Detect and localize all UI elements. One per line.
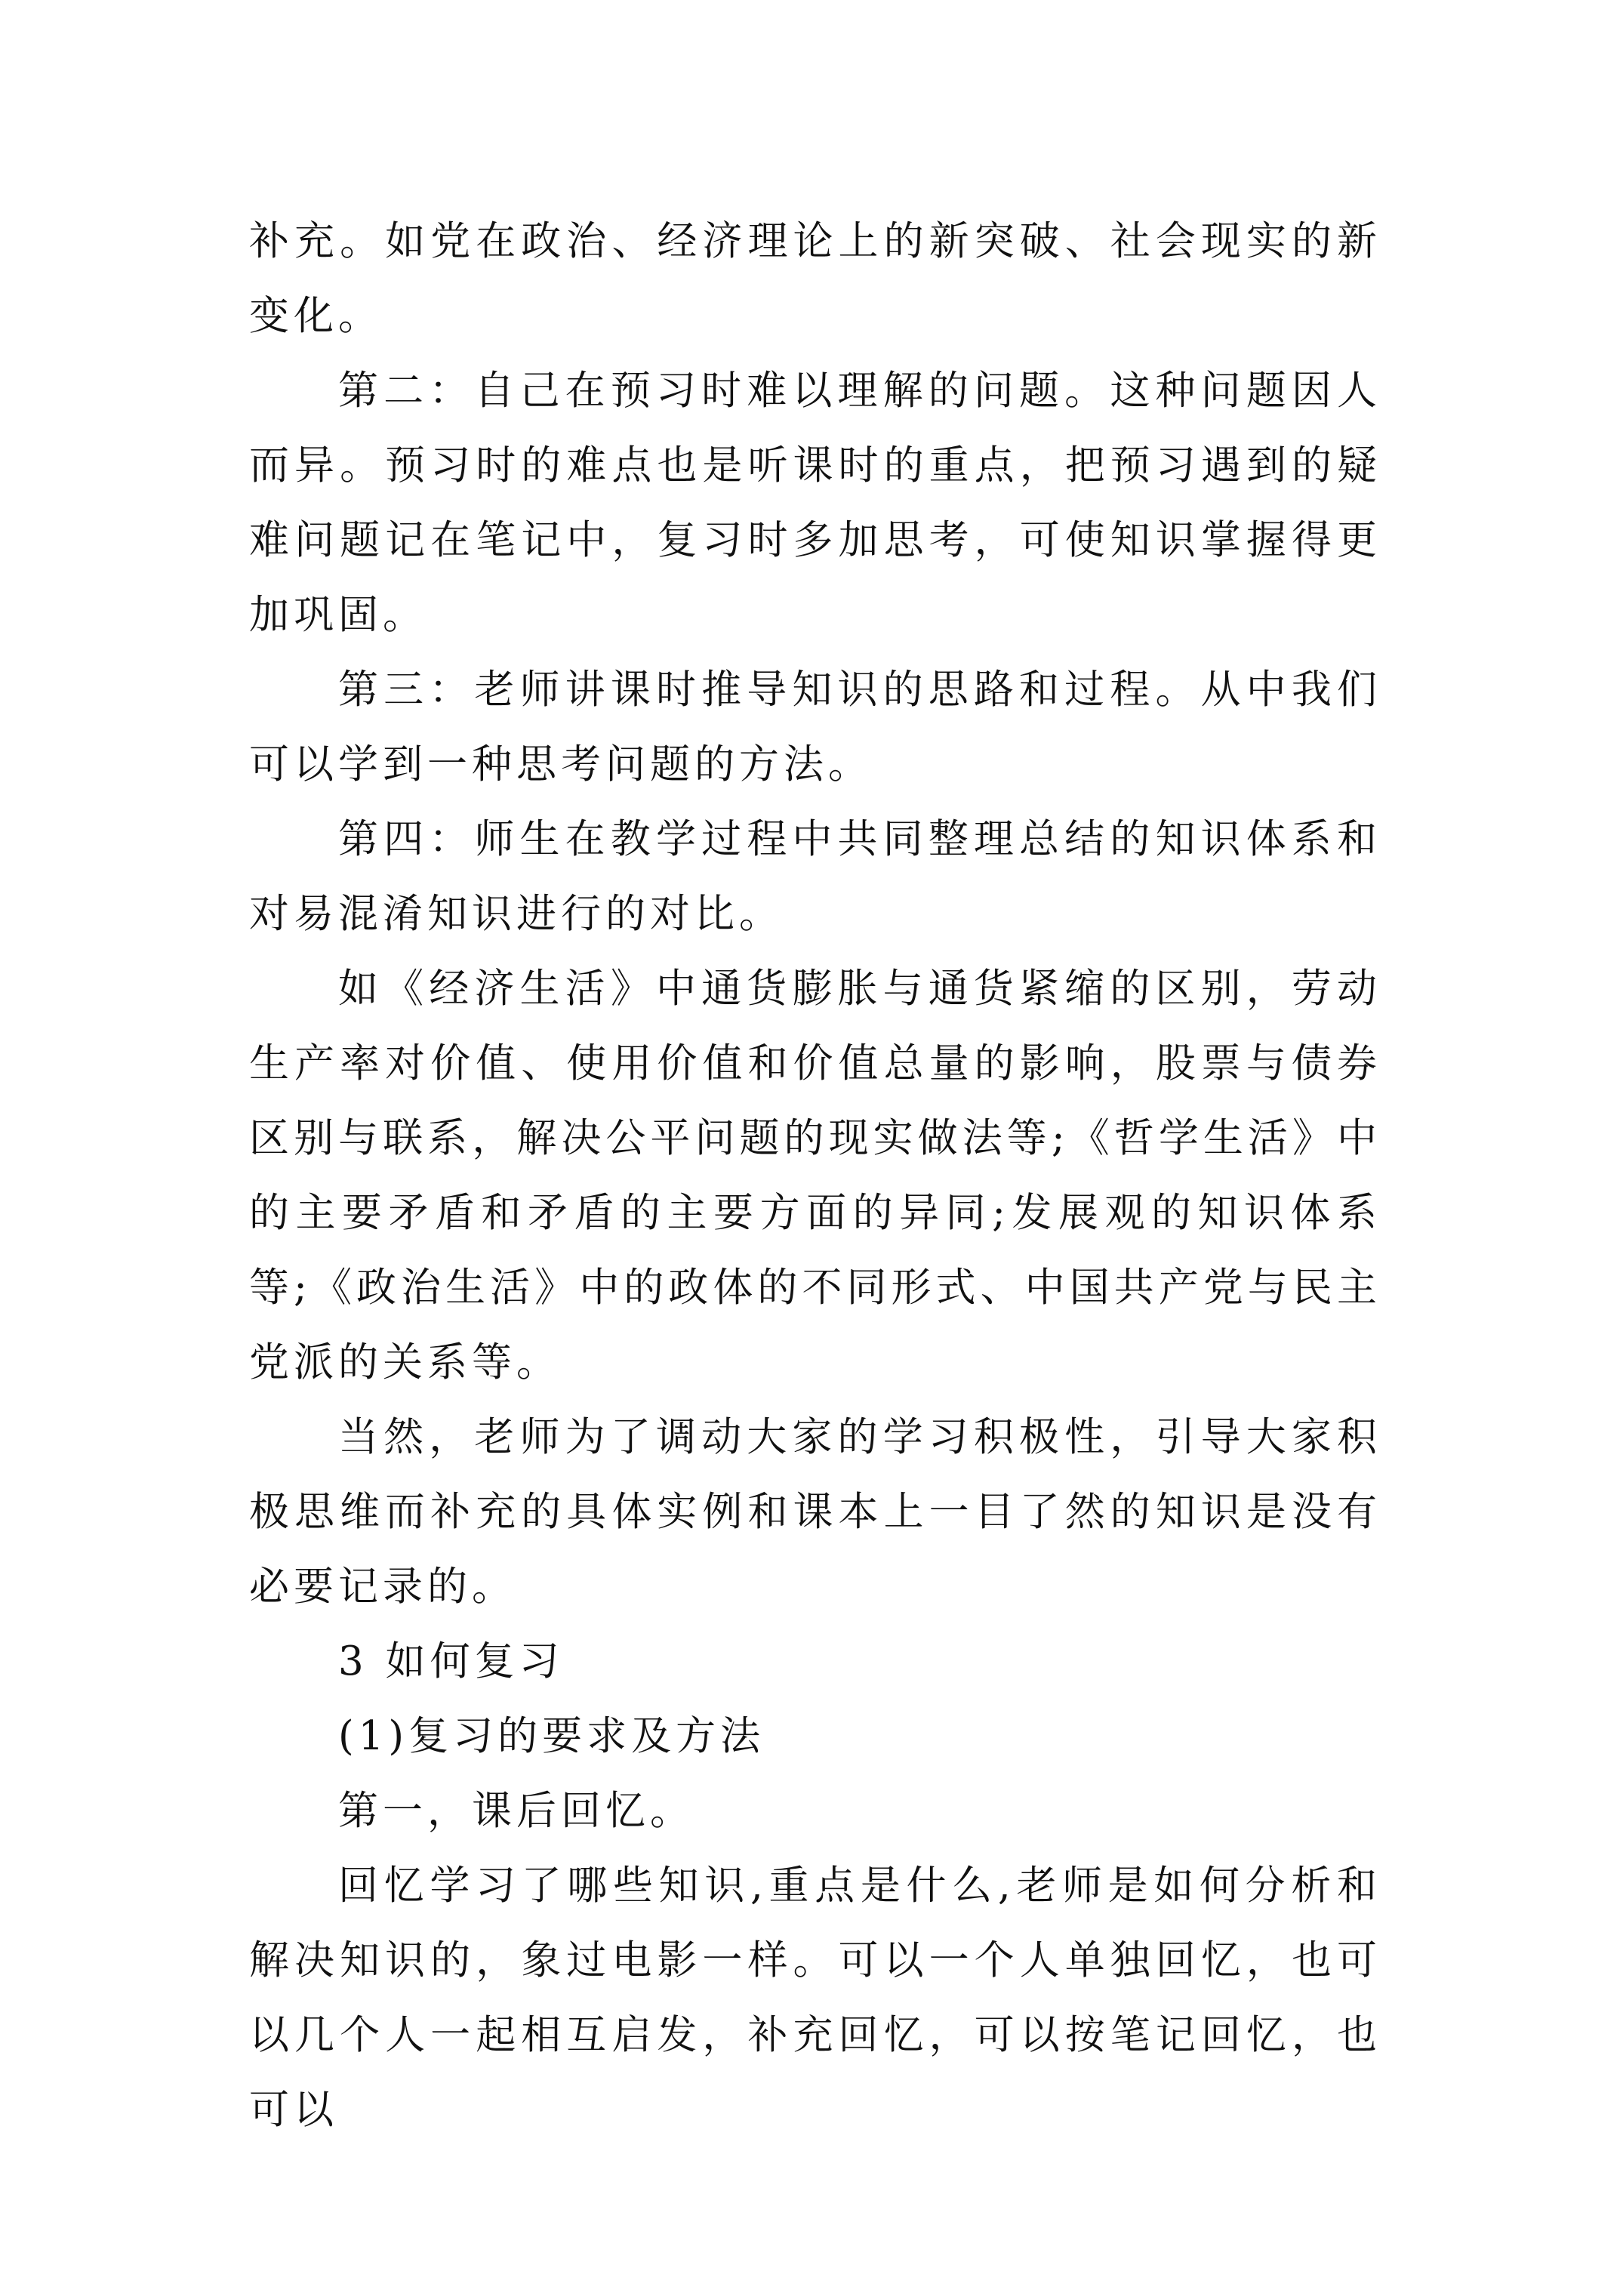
document-body xyxy=(249,204,1381,2147)
paragraph-point-two: 第二：自己在预习时难以理解的问题。这种问题因人而异。预习时的难点也是听课时的重点，把预习遇到的疑难问题记在笔记中，复习时多加思考，可使知识掌握得更加巩固。 xyxy=(249,368,1381,638)
paragraph-examples: 如《经济生活》中通货膨胀与通货紧缩的区别，劳动生产率对价值、使用价值和价值总量的影响，股票与债券区别与联系，解决公平问题的现实做法等;《哲学生活》中的主要矛盾和矛盾的主要方面的异同;发展观的知识体系等;《政治生活》中的政体的不同形式、中国共产党与民主党派的关系等。 xyxy=(249,966,1381,1385)
section-heading-review: 3 如何复习 xyxy=(338,1638,564,1684)
paragraph-step-one: 第一，课后回忆。 xyxy=(338,1788,694,1834)
paragraph-continuation: 补充。如党在政治、经济理论上的新突破、社会现实的新变化。 xyxy=(249,218,1381,339)
paragraph-recall: 回忆学习了哪些知识,重点是什么,老师是如何分析和解决知识的，象过电影一样。可以一个人单独回忆，也可以几个人一起相互启发，补充回忆，可以按笔记回忆，也可以 xyxy=(249,1863,1381,2133)
paragraph-point-three: 第三：老师讲课时推导知识的思路和过程。从中我们可以学到一种思考问题的方法。 xyxy=(249,667,1381,787)
paragraph-point-four: 第四：师生在教学过程中共同整理总结的知识体系和对易混淆知识进行的对比。 xyxy=(249,816,1381,937)
paragraph-note: 当然，老师为了调动大家的学习积极性，引导大家积极思维而补充的具体实例和课本上一目了然的知识是没有必要记录的。 xyxy=(249,1414,1381,1610)
subsection-heading-requirements: (1)复习的要求及方法 xyxy=(338,1713,765,1759)
